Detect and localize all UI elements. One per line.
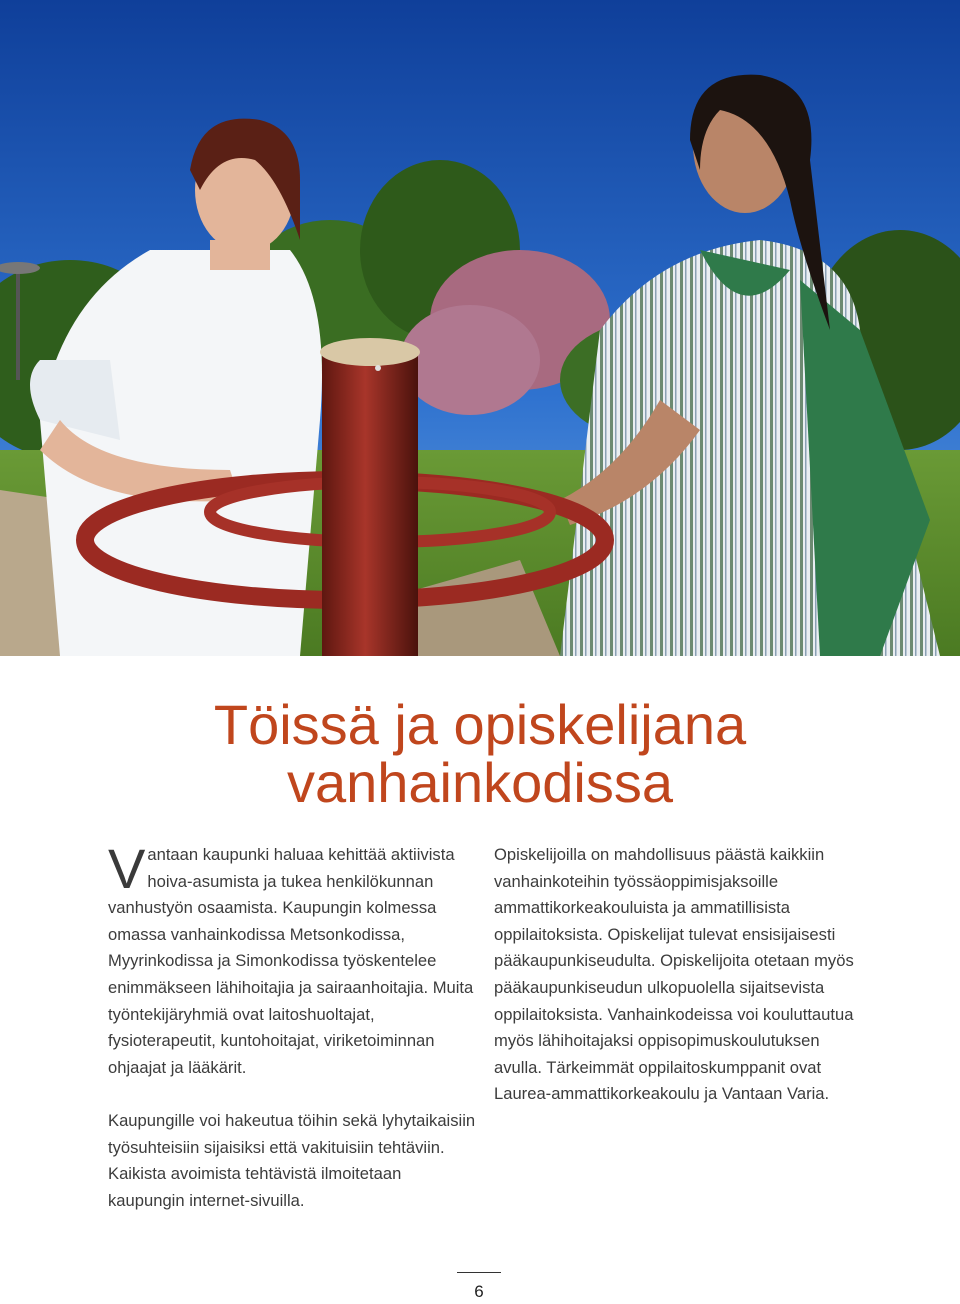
page-number: 6 bbox=[474, 1282, 484, 1301]
left-column bbox=[108, 837, 480, 1214]
right-column bbox=[494, 842, 854, 1108]
right-paragraph-1: Opiskelijoilla on mahdollisuus päästä kaikkiin vanhainkoteihin työssäoppimisjaksoille ammattikorkeakouluista ja ammatillisista oppilaitoksista. Opiskelijat tulevat ensisijaisesti pääkaupunkiseudulta. Opiskelijoita otetaan myös pääkaupunkiseudun ulkopuolella sijaitsevista oppilaitoksista. Vanhainkodeissa voi kouluttautua myös lähihoitajaksi oppisopimuskoulutuksen avulla. Tärkeimmät oppilaitoskumppanit ovat Laurea-ammattikorkeakoulu ja Vantaan Varia. bbox=[494, 845, 854, 1104]
page-number-rule bbox=[457, 1272, 501, 1273]
left-paragraph-1-text: antaan kaupunki haluaa kehittää aktiivista hoiva-asumista ja tukea henkilökunnan vanhustyön osaamista. Kaupungin kolmessa omassa vanhainkodissa Metsonkodissa, Myyrinkodissa ja Simonkodissa työskentelee enimmäkseen lähihoitajia ja sairaanhoitajia. Muita työntekijäryhmiä ovat laitoshuoltajat, fysioterapeutit, kuntohoitajat, viriketoiminnan ohjaajat ja lääkärit. bbox=[108, 845, 474, 1077]
left-paragraph-2: Kaupungille voi hakeutua töihin sekä lyhytaikaisiin työsuhteisiin sijaisiksi että vakituisiin tehtäviin. Kaikista avoimista tehtävistä ilmoitetaan kaupungin internet-sivuilla. bbox=[108, 1110, 476, 1210]
title-line-2: vanhainkodissa bbox=[286, 751, 674, 814]
article-title bbox=[0, 693, 960, 814]
left-paragraph-1 bbox=[108, 837, 480, 1081]
drop-cap: V bbox=[108, 837, 146, 900]
title-line-1: Töissä ja opiskelijana bbox=[213, 693, 747, 756]
